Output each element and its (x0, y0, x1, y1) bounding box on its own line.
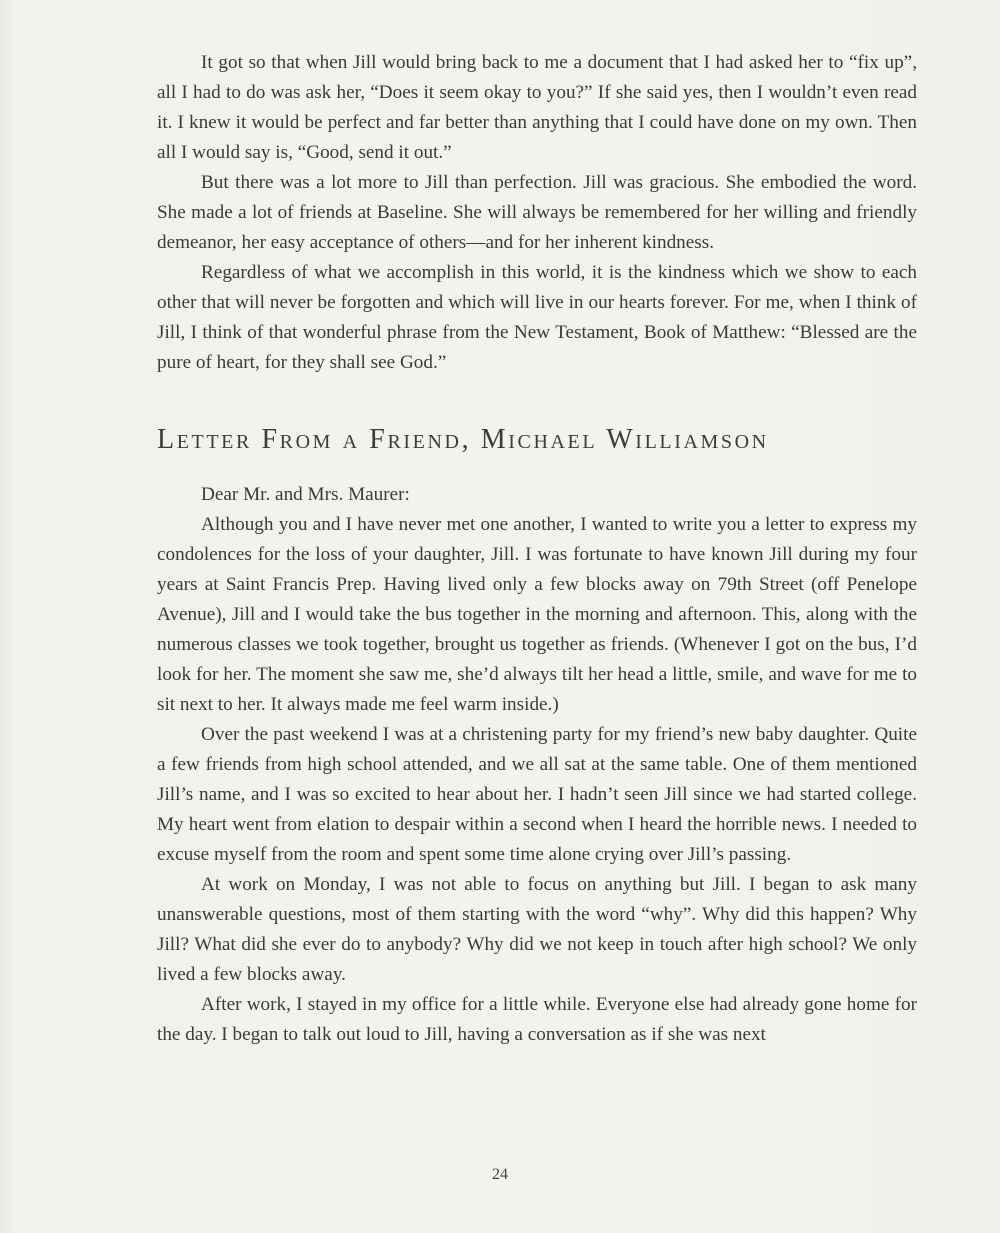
opening-text (157, 48, 917, 378)
letter-text (157, 480, 917, 1050)
paragraph: Although you and I have never met one another, I wanted to write you a letter to express my condolences for the loss of your daughter, Jill. I was fortunate to have known Jill during my four years at Saint Francis Prep. Having lived only a few blocks away on 79th Street (off Penelope Avenue), Jill and I would take the bus together in the morning and afternoon. This, along with the numerous classes we took together, brought us together as friends. (Whenever I got on the bus, I’d look for her. The moment she saw me, she’d always tilt her head a little, smile, and wave for me to sit next to her. It always made me feel warm inside.) (157, 514, 917, 715)
paragraph: But there was a lot more to Jill than perfection. Jill was gracious. She embodied the word. She made a lot of friends at Baseline. She will always be remembered for her willing and friendly demeanor, her easy acceptance of others—and for her inherent kindness. (157, 172, 917, 253)
page-number: 24 (492, 1166, 508, 1183)
paragraph: Regardless of what we accomplish in this world, it is the kindness which we show to each other that will never be forgotten and which will live in our hearts forever. For me, when I think of Jill, I think of that wonderful phrase from the New Testament, Book of Matthew: “Blessed are the pure of heart, for they shall see God.” (157, 262, 917, 373)
paragraph: Over the past weekend I was at a christening party for my friend’s new baby daughter. Quite a few friends from high school attended, and we all sat at the same table. One of them mentioned Jill’s name, and I was so excited to hear about her. I hadn’t seen Jill since we had started college. My heart went from elation to despair within a second when I heard the horrible news. I needed to excuse myself from the room and spent some time alone crying over Jill’s passing. (157, 724, 917, 865)
section-heading: Letter From a Friend, Michael Williamson (157, 424, 769, 455)
paragraph: At work on Monday, I was not able to focus on anything but Jill. I began to ask many unanswerable questions, most of them starting with the word “why”. Why did this happen? Why Jill? What did she ever do to anybody? Why did we not keep in touch after high school? We only lived a few blocks away. (157, 874, 917, 985)
paragraph: After work, I stayed in my office for a little while. Everyone else had already gone home for the day. I began to talk out loud to Jill, having a conversation as if she was next (157, 994, 917, 1045)
salutation: Dear Mr. and Mrs. Maurer: (201, 484, 410, 505)
paragraph: It got so that when Jill would bring back to me a document that I had asked her to “fix up”, all I had to do was ask her, “Does it seem okay to you?” If she said yes, then I wouldn’t even read it. I knew it would be perfect and far better than anything that I could have done on my own. Then all I would say is, “Good, send it out.” (157, 52, 917, 163)
